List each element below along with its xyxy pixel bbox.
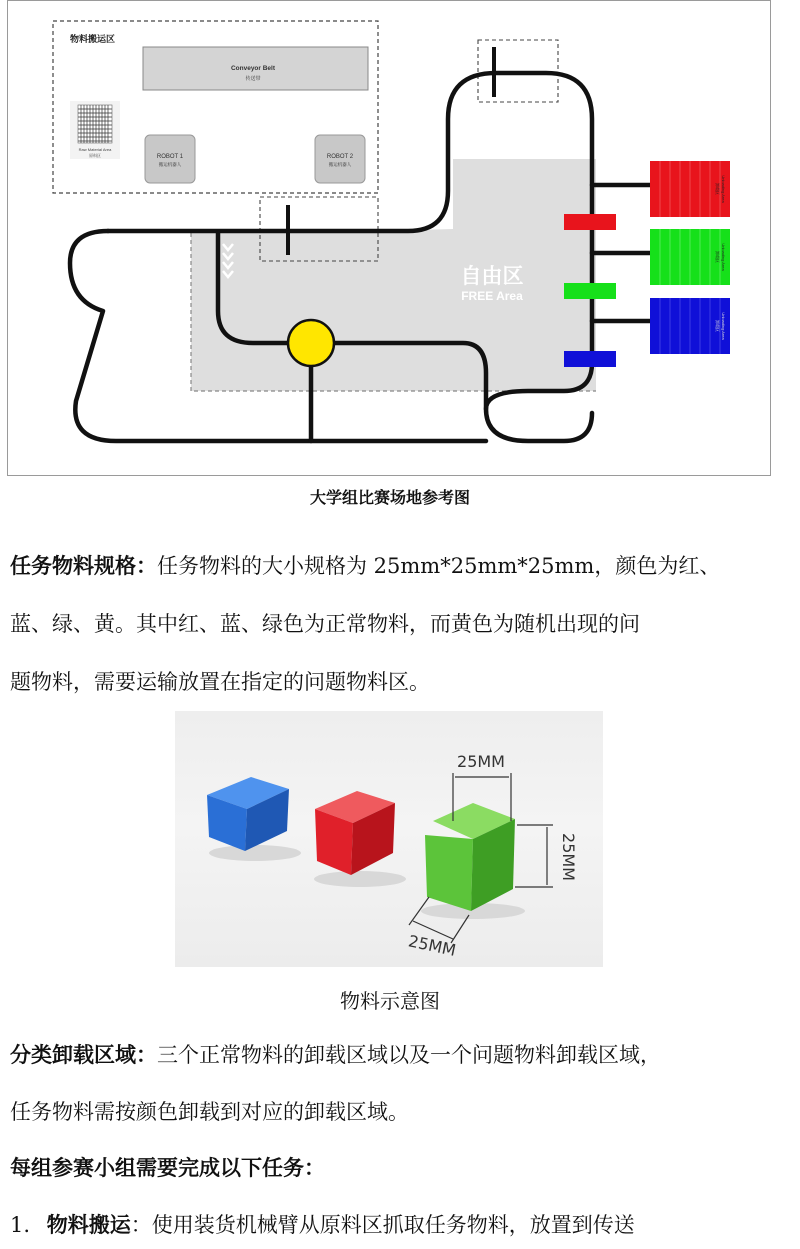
task-1-title: 物料搬运 bbox=[46, 1213, 131, 1237]
raw-area-label-cn: 原料区 bbox=[89, 153, 101, 158]
spec-title: 任务物料规格： bbox=[10, 554, 157, 578]
task-1-number: 1. bbox=[10, 1213, 31, 1237]
free-area-label-en: FREE Area bbox=[461, 289, 523, 303]
dim-label-right: 25MM bbox=[559, 833, 578, 881]
green-cube bbox=[425, 803, 515, 911]
cube-photo-drawing bbox=[175, 711, 603, 967]
unloading-green-label-en: Unloading Area bbox=[721, 243, 726, 271]
robot-1-label-en: ROBOT 1 bbox=[156, 154, 184, 160]
robot-1-label-cn: 搬运机器人 bbox=[158, 162, 182, 167]
cube-photo-caption: 物料示意图 bbox=[340, 989, 440, 1013]
sort-title: 分类卸载区域： bbox=[10, 1043, 157, 1067]
field-map-caption: 大学组比赛场地参考图 bbox=[309, 488, 470, 507]
free-area-left bbox=[191, 233, 311, 391]
dim-label-top: 25MM bbox=[457, 752, 505, 771]
material-area-label: 物料搬运区 bbox=[70, 34, 116, 44]
problem-material-circle bbox=[288, 320, 334, 366]
field-map bbox=[7, 0, 771, 476]
blue-marker bbox=[564, 351, 616, 367]
task-1-text: ：使用装货机械臂从原料区抓取任务物料，放置到传送 bbox=[130, 1213, 635, 1237]
spec-line-3: 题物料，需要运输放置在指定的问题物料区。 bbox=[10, 670, 430, 694]
conveyor-label-en: Conveyor Belt bbox=[230, 65, 276, 72]
conveyor-label-cn: 传送带 bbox=[245, 76, 261, 82]
robot-2-label-cn: 搬运机器人 bbox=[328, 162, 352, 167]
sort-line-1: 三个正常物料的卸载区域以及一个问题物料卸载区域， bbox=[157, 1043, 661, 1067]
unloading-red-label-en: Unloading Area bbox=[721, 175, 726, 203]
dim-label-bottom: 25MM bbox=[406, 931, 458, 960]
tasks-heading: 每组参赛小组需要完成以下任务： bbox=[10, 1156, 325, 1180]
raw-area-pattern bbox=[78, 105, 112, 143]
unloading-blue-label-en: Unloading Area bbox=[721, 312, 726, 340]
field-map-drawing bbox=[8, 1, 772, 477]
spec-line-2: 蓝、绿、黄。其中红、蓝、绿色为正常物料，而黄色为随机出现的问 bbox=[10, 612, 640, 636]
unloading-blue-label-cn: 卸载区 bbox=[715, 320, 720, 332]
robot-2-label-en: ROBOT 2 bbox=[326, 154, 354, 160]
red-cube bbox=[315, 791, 395, 875]
spec-line-1: 任务物料的大小规格为 25mm*25mm*25mm，颜色为红、 bbox=[157, 554, 721, 578]
sort-line-2: 任务物料需按颜色卸载到对应的卸载区域。 bbox=[10, 1100, 409, 1124]
free-area-label-cn: 自由区 bbox=[460, 265, 524, 288]
red-marker bbox=[564, 214, 616, 230]
unloading-green-label-cn: 卸载区 bbox=[715, 251, 720, 263]
material-cube-photo bbox=[175, 711, 603, 967]
blue-cube bbox=[207, 777, 289, 851]
green-marker bbox=[564, 283, 616, 299]
unloading-red-label-cn: 卸载区 bbox=[715, 183, 720, 195]
raw-area-label-en: Raw Material Area bbox=[78, 147, 112, 152]
